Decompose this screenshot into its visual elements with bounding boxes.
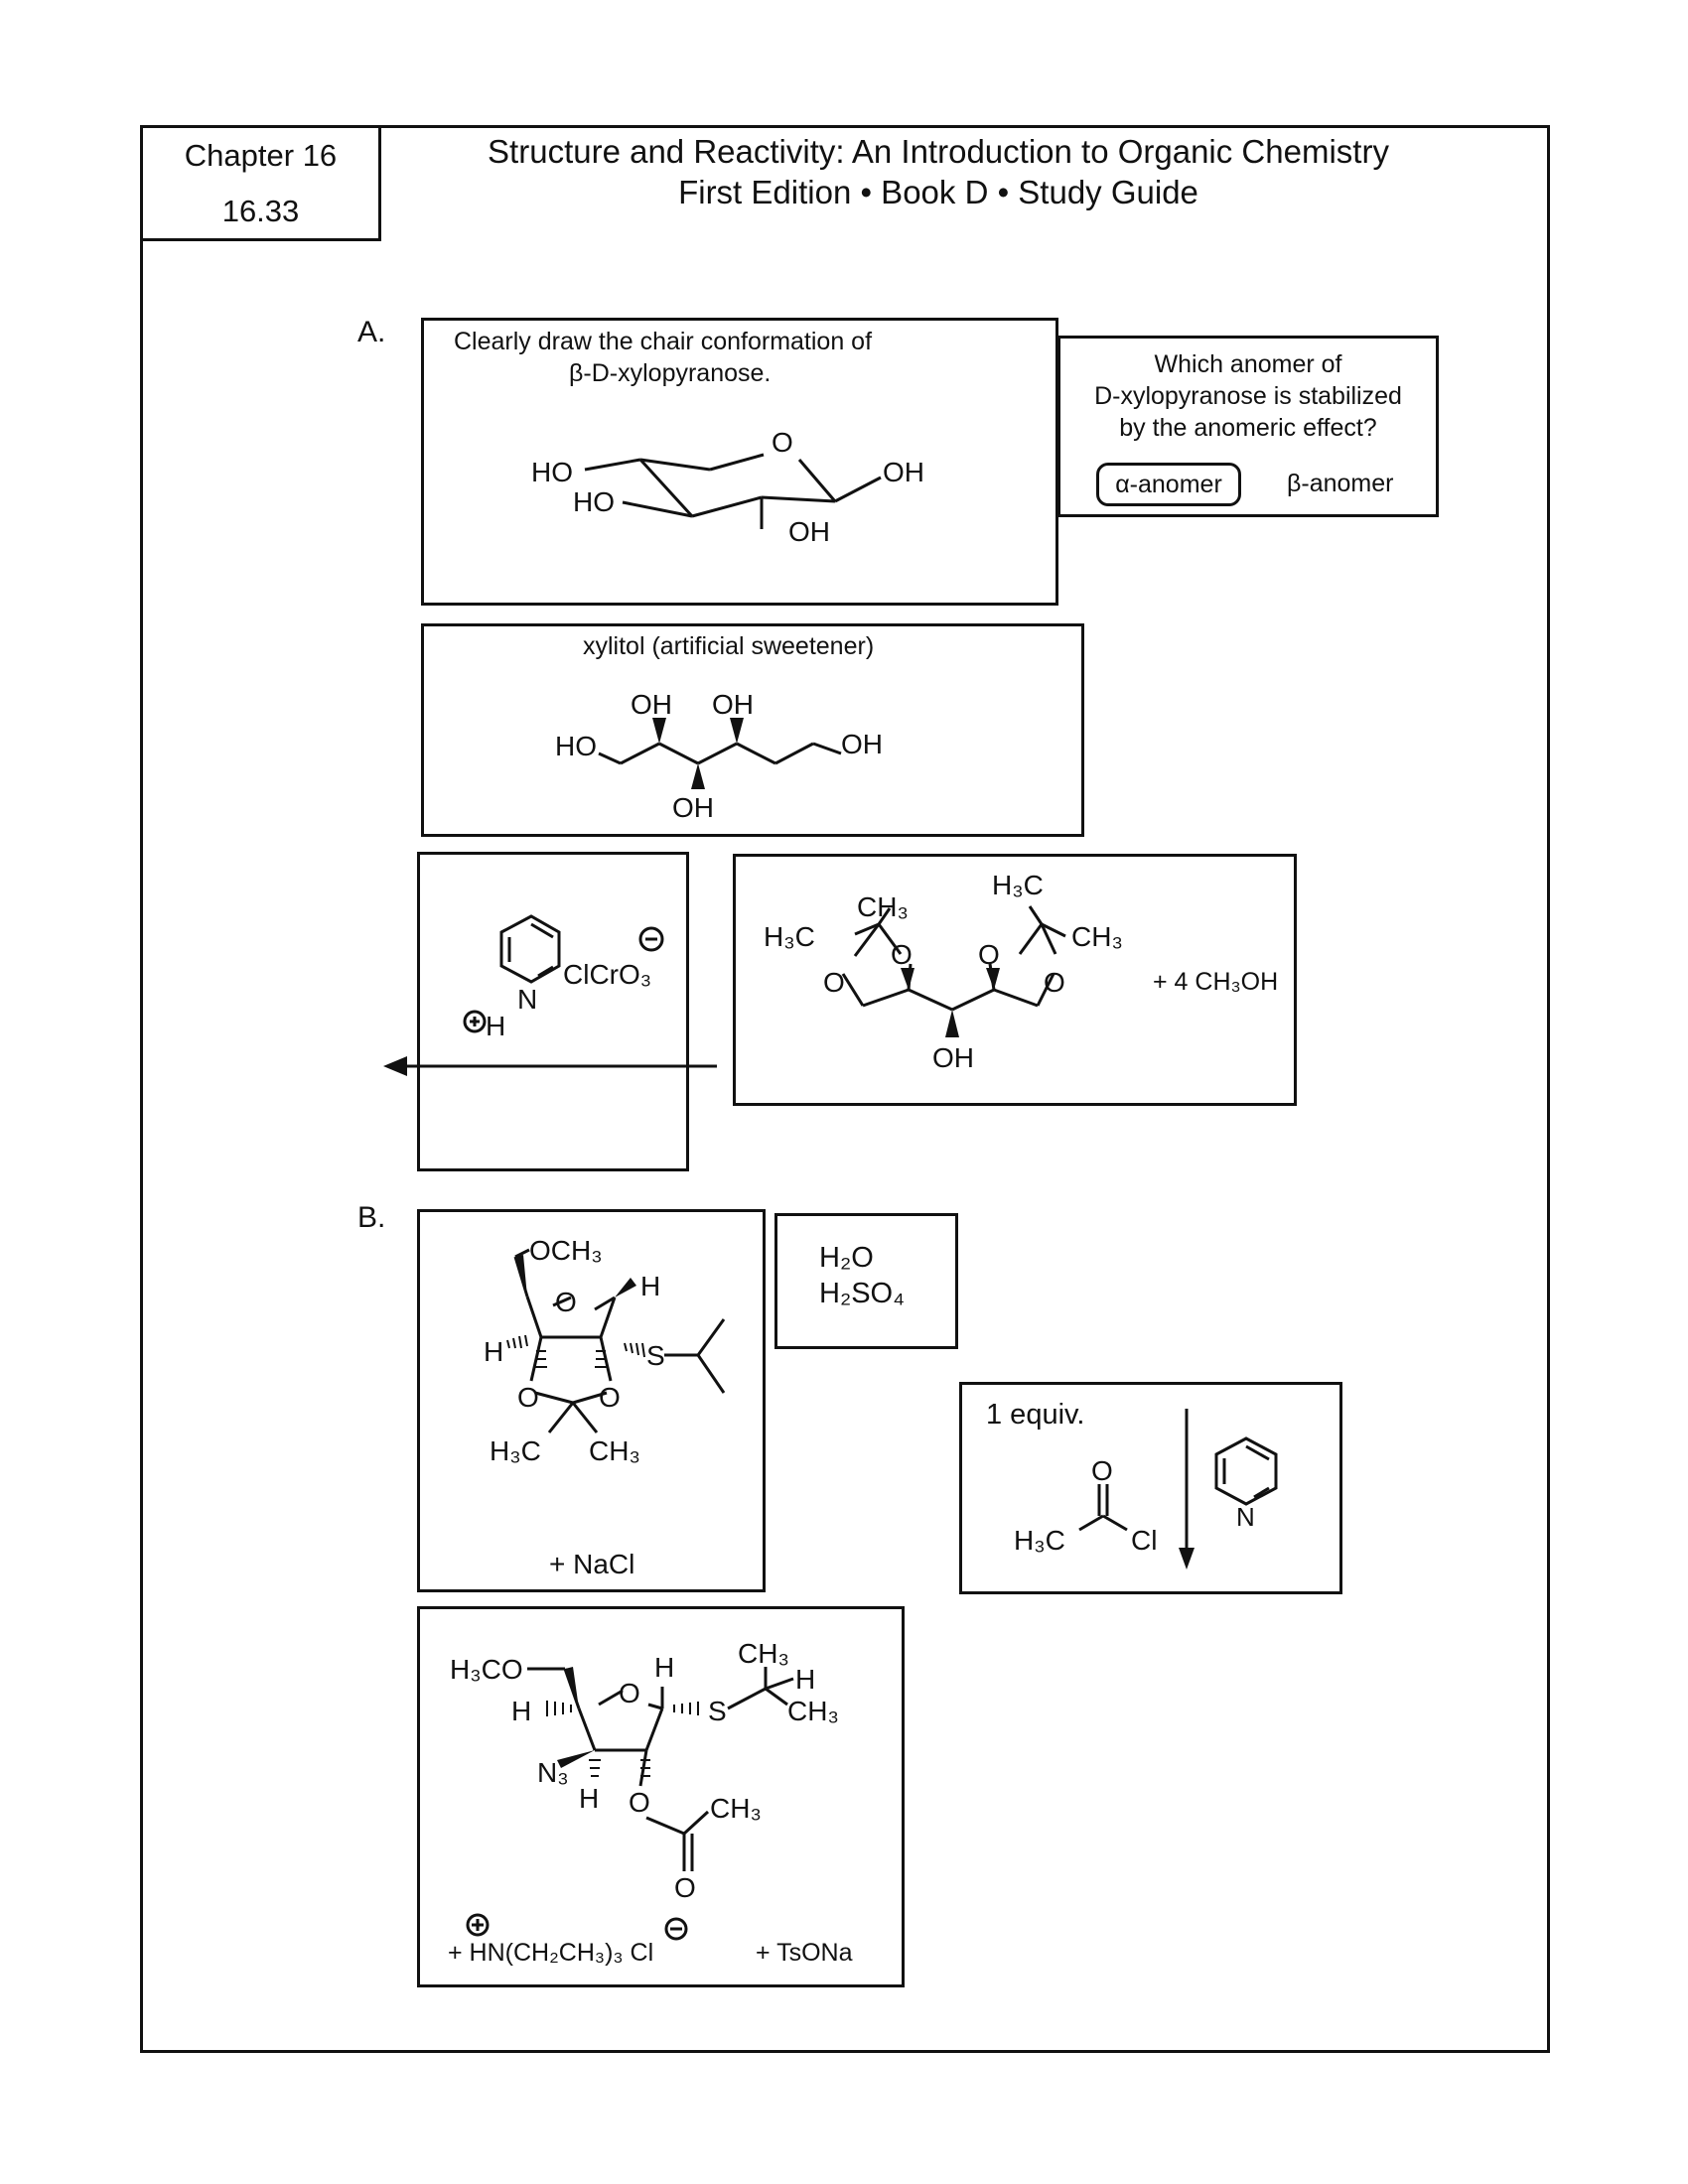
svg-text:O: O	[772, 427, 793, 458]
acid-reagent-box	[774, 1213, 958, 1349]
chlorochromate-label: ClCrO₃	[563, 959, 652, 990]
svg-text:O: O	[823, 967, 845, 998]
book-header	[417, 131, 1460, 212]
bis-acetonide-structure	[736, 857, 1300, 1109]
methanol-byproduct: + 4 CH₃OH	[1153, 968, 1279, 996]
svg-text:O: O	[1091, 1455, 1113, 1486]
svg-text:H: H	[511, 1696, 532, 1726]
svg-text:N: N	[1236, 1502, 1255, 1532]
svg-text:OH: OH	[631, 689, 672, 720]
anomer-question-line3: by the anomeric effect?	[1119, 414, 1377, 442]
beta-prefix: β-	[569, 359, 592, 387]
xylitol-box	[421, 623, 1084, 837]
svg-text:H: H	[640, 1271, 661, 1301]
svg-text:H: H	[654, 1652, 675, 1683]
sulfuric-acid-reagent: H₂SO₄	[819, 1278, 905, 1309]
chair-prompt-line1: Clearly draw the chair conformation of	[454, 328, 873, 355]
svg-text:CH₃: CH₃	[857, 891, 909, 922]
svg-text:O: O	[517, 1382, 539, 1413]
equiv-label: 1 equiv.	[986, 1399, 1085, 1431]
book-title: Structure and Reactivity: An Introduction to Organic Chemistry	[488, 133, 1389, 170]
svg-text:H: H	[579, 1783, 600, 1814]
svg-text:OH: OH	[672, 792, 714, 823]
svg-text:HO: HO	[555, 731, 597, 761]
part-a-label: A.	[357, 316, 386, 348]
svg-text:H: H	[486, 1011, 506, 1041]
svg-text:CH₃: CH₃	[1071, 921, 1123, 952]
xylopyranose-word: -xylopyranose.	[609, 359, 772, 387]
svg-text:O: O	[674, 1872, 696, 1903]
svg-text:O: O	[1044, 967, 1065, 998]
product-structure	[420, 1609, 908, 1990]
bis-acetonide-box	[733, 854, 1297, 1106]
svg-text:OH: OH	[841, 729, 883, 759]
water-reagent: H₂O	[819, 1242, 874, 1274]
svg-text:H: H	[484, 1336, 504, 1367]
xylitol-structure	[424, 626, 1087, 840]
svg-text:O: O	[599, 1382, 621, 1413]
svg-text:OH: OH	[932, 1042, 974, 1073]
anomer-question-line1: Which anomer of	[1154, 350, 1342, 378]
svg-text:CH₃: CH₃	[589, 1435, 640, 1466]
anomer-question-rest: -xylopyranose is stabilized	[1112, 382, 1402, 410]
chair-structure	[424, 321, 1061, 609]
svg-text:O: O	[555, 1287, 577, 1317]
svg-text:OCH₃: OCH₃	[529, 1235, 603, 1266]
svg-text:HO: HO	[573, 486, 615, 517]
chapter-box	[140, 125, 381, 241]
svg-text:H: H	[795, 1664, 816, 1695]
alpha-anomer-answer[interactable]: α-anomer	[1096, 463, 1241, 506]
svg-text:OH: OH	[788, 516, 830, 547]
svg-text:OH: OH	[712, 689, 754, 720]
chapter-label: Chapter 16	[184, 138, 338, 173]
svg-text:O: O	[891, 939, 913, 970]
svg-text:OH: OH	[883, 457, 924, 487]
svg-text:H₃C: H₃C	[1014, 1525, 1065, 1556]
problem-number: 16.33	[221, 194, 300, 228]
anomer-question-line2	[1060, 380, 1436, 412]
beta-anomer-option[interactable]: β-anomer	[1287, 470, 1394, 497]
nacl-byproduct: + NaCl	[549, 1549, 635, 1579]
book-subtitle: First Edition • Book D • Study Guide	[678, 174, 1198, 210]
svg-text:S: S	[646, 1340, 665, 1371]
thioglycoside-structure	[420, 1212, 769, 1595]
svg-text:Cl: Cl	[1131, 1525, 1158, 1556]
d-config-q: D	[1094, 382, 1113, 410]
thioglycoside-box	[417, 1209, 766, 1592]
part-b-label: B.	[357, 1201, 386, 1234]
acetyl-chloride-pyridine	[962, 1385, 1345, 1597]
acetylation-reagent-box	[959, 1382, 1342, 1594]
svg-text:CH₃: CH₃	[738, 1638, 789, 1669]
triethylammonium-byproduct: + HN(CH₂CH₃)₃ Cl	[448, 1939, 654, 1967]
svg-text:O: O	[619, 1678, 640, 1708]
d-config: D	[591, 359, 610, 387]
svg-text:N: N	[517, 984, 538, 1015]
xylitol-title: xylitol (artificial sweetener)	[583, 632, 875, 660]
pyridinium-structure	[420, 855, 692, 1174]
svg-text:CH₃: CH₃	[710, 1793, 762, 1824]
svg-text:O: O	[978, 939, 1000, 970]
svg-text:H₃C: H₃C	[992, 870, 1044, 900]
tsona-byproduct: + TsONa	[756, 1939, 853, 1967]
svg-text:H₃C: H₃C	[764, 921, 815, 952]
svg-text:O: O	[629, 1787, 650, 1818]
svg-text:N₃: N₃	[537, 1757, 569, 1788]
chair-box	[421, 318, 1058, 606]
svg-text:HO: HO	[531, 457, 573, 487]
svg-text:H₃C: H₃C	[490, 1435, 541, 1466]
product-box	[417, 1606, 905, 1987]
svg-text:CH₃: CH₃	[787, 1696, 839, 1726]
svg-text:S: S	[708, 1696, 727, 1726]
svg-text:H₃CO: H₃CO	[450, 1654, 523, 1685]
pcc-reagent-box	[417, 852, 689, 1171]
